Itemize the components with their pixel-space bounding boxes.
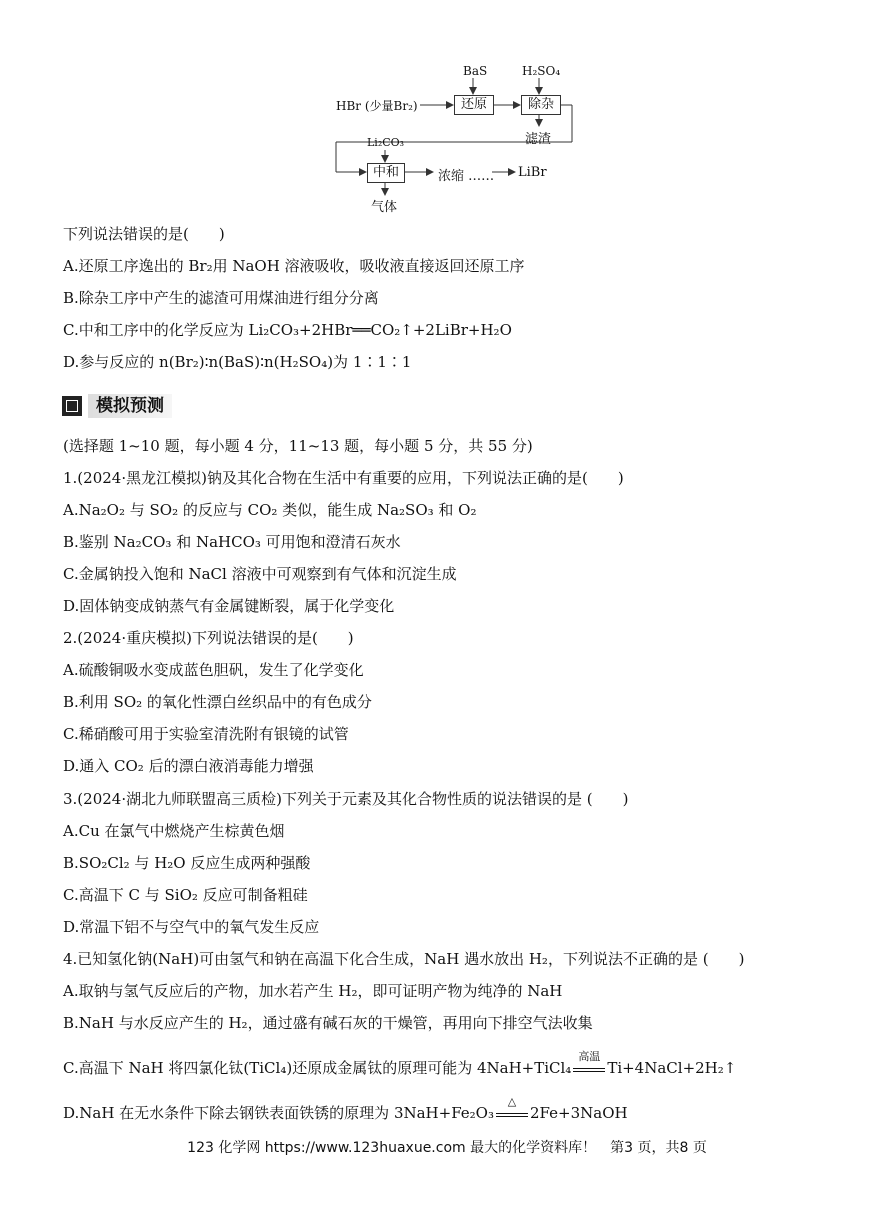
q2-option-c: C.稀硝酸可用于实验室清洗附有银镜的试管: [63, 725, 349, 743]
q4-option-d-lhs: D.NaH 在无水条件下除去钢铁表面铁锈的原理为 3NaH+Fe₂O₃: [63, 1104, 494, 1122]
q1-option-d: D.固体钠变成钠蒸气有金属键断裂，属于化学变化: [63, 597, 395, 615]
reagent-li2co3: Li₂CO₃: [367, 136, 405, 149]
page-footer: 123 化学网 https://www.123huaxue.com 最大的化学资料库！ 第3 页，共8 页: [187, 1140, 707, 1156]
section-heading: [62, 394, 186, 420]
q3-option-a: A.Cu 在氯气中燃烧产生棕黄色烟: [63, 822, 285, 840]
prev-option-b: B.除杂工序中产生的滤渣可用煤油进行组分分离: [63, 289, 379, 307]
box-neutralize: 中和: [367, 163, 405, 183]
q4-option-d-rhs: 2Fe+3NaOH: [530, 1104, 628, 1122]
prev-option-a: A.还原工序逸出的 Br₂用 NaOH 溶液吸收，吸收液直接返回还原工序: [63, 257, 525, 275]
q3-option-b: B.SO₂Cl₂ 与 H₂O 反应生成两种强酸: [63, 854, 311, 872]
reagent-h2so4: H₂SO₄: [522, 64, 561, 78]
box-reduce: 还原: [454, 95, 494, 115]
box-purify: 除杂: [521, 95, 561, 115]
q3-option-c: C.高温下 C 与 SiO₂ 反应可制备粗硅: [63, 886, 308, 904]
q4-option-c: [63, 1050, 737, 1079]
product-label: LiBr: [518, 165, 547, 180]
q4-stem: 4.已知氢化钠(NaH)可由氢气和钠在高温下化合生成，NaH 遇水放出 H₂，下列说法不正确的是 ( ): [63, 950, 745, 968]
concentrate-label: 浓缩 ……: [438, 169, 495, 184]
section-badge-icon: [62, 396, 82, 416]
q1-option-a: A.Na₂O₂ 与 SO₂ 的反应与 CO₂ 类似，能生成 Na₂SO₃ 和 O₂: [63, 501, 477, 519]
reagent-bas: BaS: [463, 64, 488, 78]
condition-heat-label: △: [507, 1095, 517, 1108]
prev-question-stem: 下列说法错误的是( ): [63, 225, 225, 243]
q4-option-c-lhs: C.高温下 NaH 将四氯化钛(TiCl₄)还原成金属钛的原理可能为 4NaH+TiCl₄: [63, 1059, 572, 1077]
q1-stem: 1.(2024·黑龙江模拟)钠及其化合物在生活中有重要的应用，下列说法正确的是( ): [63, 469, 624, 487]
gas-label: 气体: [371, 200, 398, 215]
q3-stem: 3.(2024·湖北九师联盟高三质检)下列关于元素及其化合物性质的说法错误的是 ( ): [63, 790, 629, 808]
q1-option-c: C.金属钠投入饱和 NaCl 溶液中可观察到有气体和沉淀生成: [63, 565, 457, 583]
process-flowchart: [320, 58, 580, 218]
flow-start: HBr (少量Br₂): [336, 99, 418, 113]
q2-option-d: D.通入 CO₂ 后的漂白液消毒能力增强: [63, 757, 314, 775]
q4-option-c-rhs: Ti+4NaCl+2H₂↑: [607, 1059, 737, 1077]
section-intro: (选择题 1~10 题，每小题 4 分，11~13 题，每小题 5 分，共 55 分): [63, 437, 533, 455]
q2-option-b: B.利用 SO₂ 的氧化性漂白丝织品中的有色成分: [63, 693, 372, 711]
q4-option-d: [63, 1095, 628, 1124]
condition-high-temp-label: 高温: [578, 1050, 601, 1063]
q4-option-b: B.NaH 与水反应产生的 H₂，通过盛有碱石灰的干燥管，再用向下排空气法收集: [63, 1014, 593, 1032]
q3-option-d: D.常温下铝不与空气中的氧气发生反应: [63, 918, 320, 936]
q2-option-a: A.硫酸铜吸水变成蓝色胆矾，发生了化学变化: [63, 661, 364, 679]
q1-option-b: B.鉴别 Na₂CO₃ 和 NaHCO₃ 可用饱和澄清石灰水: [63, 533, 401, 551]
q2-stem: 2.(2024·重庆模拟)下列说法错误的是( ): [63, 629, 354, 647]
condition-heat: [496, 1095, 528, 1124]
prev-option-d: D.参与反应的 n(Br₂)∶n(BaS)∶n(H₂SO₄)为 1∶1∶1: [63, 353, 412, 371]
section-title: 模拟预测: [88, 394, 172, 418]
residue-label: 滤渣: [525, 132, 552, 147]
q4-option-a: A.取钠与氢气反应后的产物，加水若产生 H₂，即可证明产物为纯净的 NaH: [63, 982, 563, 1000]
prev-option-c: C.中和工序中的化学反应为 Li₂CO₃+2HBr══CO₂↑+2LiBr+H₂O: [63, 321, 512, 339]
condition-high-temp: [573, 1050, 605, 1079]
